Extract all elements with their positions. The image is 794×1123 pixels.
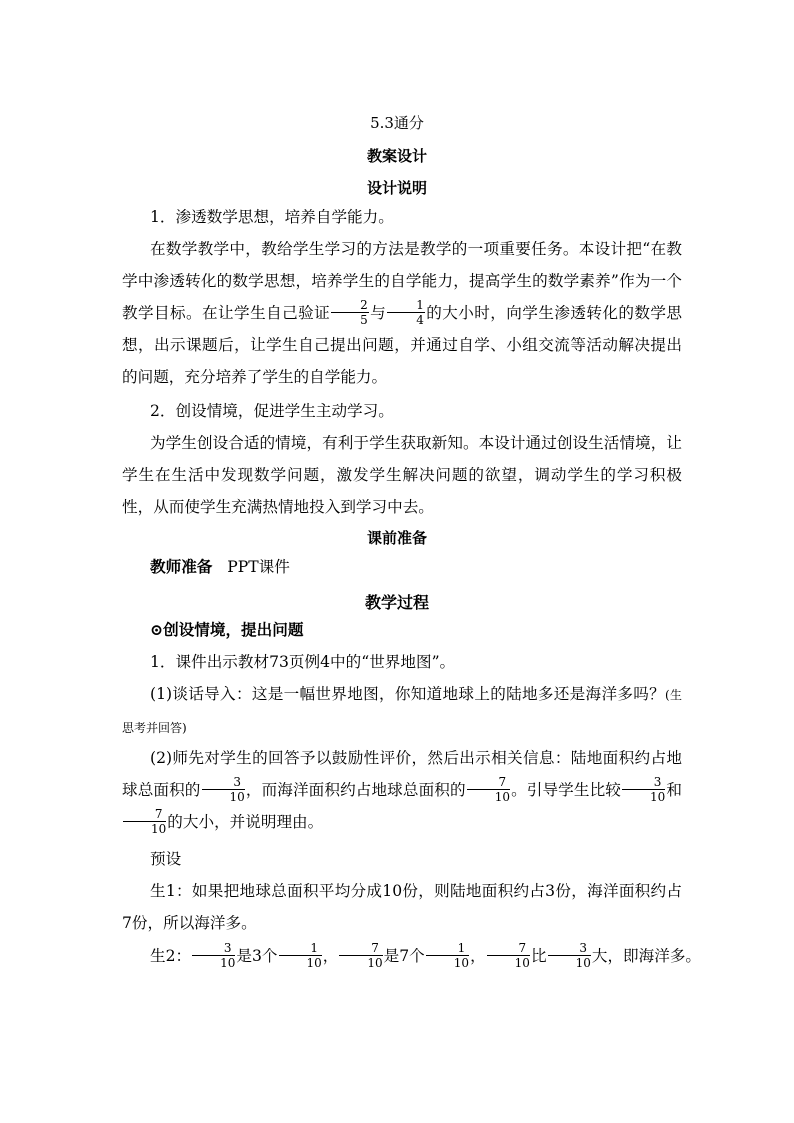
numerator: 7 [467,776,510,790]
prep-value: PPT课件 [227,558,290,576]
numerator: 3 [548,942,591,956]
fraction [548,942,591,969]
fraction [331,299,369,326]
body-text: 是7个 [383,947,425,965]
denominator: 10 [649,789,666,804]
numerator: 1 [279,942,322,956]
body-text: (1)谈话导入：这是一幅世界地图，你知道地球上的陆地多还是海洋多吗？ [150,685,666,703]
prep-label: 教师准备 [150,557,213,576]
design-point-1-body [122,233,682,393]
teacher-prep [122,551,682,583]
student-2-answer [122,940,702,972]
denominator: 10 [306,955,322,970]
numerator: 3 [622,776,665,790]
denominator: 10 [367,955,383,970]
prep-heading: 课前准备 [366,529,427,547]
design-heading: 设计说明 [366,179,427,197]
item-1-2 [122,742,682,838]
numerator: 1 [387,299,425,313]
denominator: 10 [575,955,591,970]
fraction [339,942,382,969]
student-1-answer: 生1：如果把地球总面积平均分成10份，则陆地面积约占3份，海洋面积约占7份，所以海洋多。 [122,882,682,932]
body-text: ，而海洋面积约占地球总面积的 [245,781,466,799]
fraction [387,299,425,326]
body-text: (2)师先对学生的回答予以鼓励性评价，然后出示相关信息：陆地面积约占地球总面积的 [122,749,682,799]
design-point-1-heading: 1．渗透数学思想，培养自学能力。 [150,208,394,226]
body-text: 的大小时，向学生渗透转化的数学思想，出示课题后，让学生自己提出问题，并通过自学、小组交流等活动解决提出的问题，充分培养了学生的自学能力。 [122,304,682,386]
body-text: 与 [369,304,387,322]
numerator: 7 [123,808,166,822]
section-number: 5.3通分 [370,114,424,132]
preset-label: 预设 [150,850,182,868]
item-1: 1．课件出示教材73页例4中的“世界地图”。 [150,653,456,671]
denominator: 10 [453,955,470,970]
body-text: ， [322,947,339,965]
numerator: 3 [192,942,235,956]
body-text: 比 [530,947,547,965]
design-point-2-heading: 2．创设情境，促进学生主动学习。 [150,402,394,420]
denominator: 10 [151,821,167,836]
numerator: 7 [339,942,382,956]
fraction [279,942,322,969]
fraction [426,942,469,969]
fraction [467,776,510,803]
fraction [202,776,245,803]
denominator: 10 [494,789,510,804]
denominator: 10 [229,789,245,804]
numerator: 7 [487,942,530,956]
numerator: 2 [331,299,369,313]
body-text: 是3个 [236,947,278,965]
denominator: 10 [514,955,530,970]
body-text: ， [470,947,486,965]
note-text: (生思考并回答) [122,688,682,735]
body-text: 在数学教学中，教给学生学习的方法是教学的一项重要任务。本设计把“在教学中渗透转化的数学思想，培养学生的自学能力，提高学生的数学素养”作为一个教学目标。在让学生自己验证 [122,240,682,322]
body-text: 。引导学生比较 [510,781,621,799]
fraction [487,942,530,969]
body-text: 和 [666,781,682,799]
body-text: 生2： [150,947,192,965]
doc-title: 教案设计 [366,147,427,165]
design-point-2-body: 为学生创设合适的情境，有利于学生获取新知。本设计通过创设生活情境，让学生在生活中发现数学问题，激发学生解决问题的欲望，调动学生的学习积极性，从而使学生充满热情地投入到学习中去。 [122,434,682,516]
step-heading: ⊙创设情境，提出问题 [150,620,304,639]
denominator: 4 [416,312,424,327]
fraction [192,942,235,969]
fraction [123,808,166,835]
item-1-1 [122,678,682,744]
denominator: 5 [360,312,368,327]
numerator: 1 [426,942,469,956]
denominator: 10 [220,955,236,970]
fraction [622,776,665,803]
numerator: 3 [202,776,245,790]
body-text: 的大小，并说明理由。 [167,813,324,831]
body-text: 大，即海洋多。 [591,947,702,965]
process-heading: 教学过程 [364,593,429,612]
